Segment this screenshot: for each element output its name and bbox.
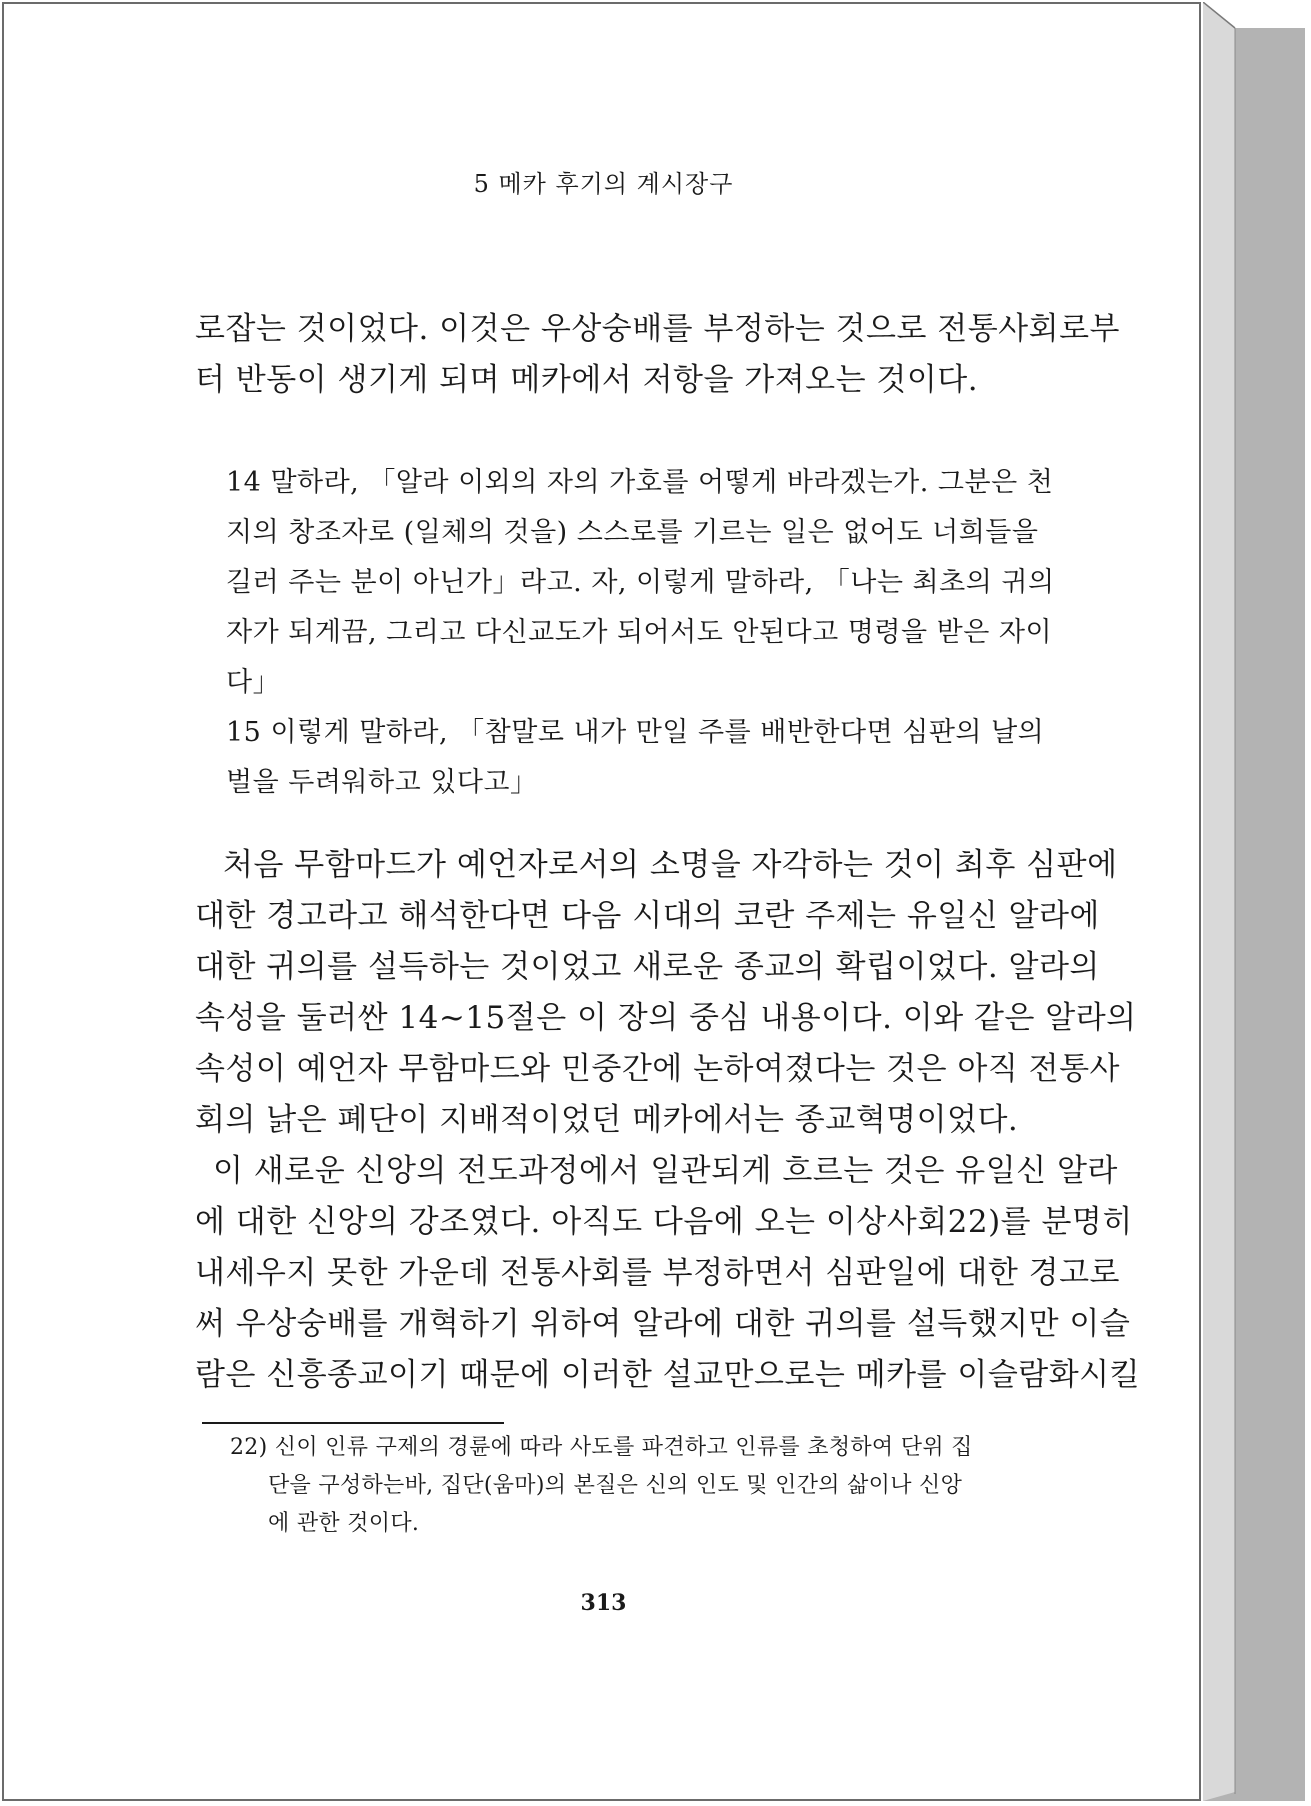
footnote-line: 에 관한 것이다. xyxy=(268,1511,420,1536)
book-page xyxy=(2,2,1201,1801)
text-line: 대한 경고라고 해석한다면 다음 시대의 코란 주제는 유일신 알라에 xyxy=(195,898,1100,934)
footnote-line: 22) 신이 인류 구제의 경륜에 따라 사도를 파견하고 인류를 초청하여 단위 집 xyxy=(230,1435,973,1460)
text-line: 로잡는 것이었다. 이것은 우상숭배를 부정하는 것으로 전통사회로부 xyxy=(195,311,1120,347)
text-line: 회의 낡은 폐단이 지배적이었던 메카에서는 종교혁명이었다. xyxy=(195,1102,1019,1138)
verse-line: 15 이렇게 말하라, 「참말로 내가 만일 주를 배반한다면 심판의 날의 xyxy=(226,717,1045,748)
text-line: 터 반동이 생기게 되며 메카에서 저항을 가져오는 것이다. xyxy=(195,362,979,398)
page-stack-edge xyxy=(1203,2,1305,1801)
text-line: 처음 무함마드가 예언자로서의 소명을 자각하는 것이 최후 심판에 xyxy=(223,847,1118,883)
text-line: 써 우상숭배를 개혁하기 위하여 알라에 대한 귀의를 설득했지만 이슬 xyxy=(195,1306,1131,1342)
text-line: 대한 귀의를 설득하는 것이었고 새로운 종교의 확립이었다. 알라의 xyxy=(195,949,1100,985)
verse-line: 벌을 두려워하고 있다고」 xyxy=(226,767,538,798)
quran-verses xyxy=(226,458,1055,808)
paragraph-continuation xyxy=(195,304,1120,406)
text-line: 에 대한 신앙의 강조였다. 아직도 다음에 오는 이상사회22)를 분명히 xyxy=(195,1204,1133,1240)
verse-line: 다」 xyxy=(226,667,281,698)
footnote-separator xyxy=(202,1422,504,1424)
running-header: 5 메카 후기의 계시장구 xyxy=(473,170,734,198)
text-line: 속성을 둘러싼 14~15절은 이 장의 중심 내용이다. 이와 같은 알라의 xyxy=(195,1000,1137,1036)
text-line: 이 새로운 신앙의 전도과정에서 일관되게 흐르는 것은 유일신 알라 xyxy=(213,1153,1118,1189)
verse-line: 14 말하라, 「알라 이외의 자의 가호를 어떻게 바라겠는가. 그분은 천 xyxy=(226,467,1054,498)
text-line: 내세우지 못한 가운데 전통사회를 부정하면서 심판일에 대한 경고로 xyxy=(195,1255,1120,1291)
footnote xyxy=(230,1429,973,1543)
verse-line: 자가 되게끔, 그리고 다신교도가 되어서도 안된다고 명령을 받은 자이 xyxy=(226,617,1053,648)
text-line: 람은 신흥종교이기 때문에 이러한 설교만으로는 메카를 이슬람화시킬 xyxy=(195,1357,1141,1393)
verse-line: 지의 창조자로 (일체의 것을) 스스로를 기르는 일은 없어도 너희들을 xyxy=(226,517,1039,548)
page-number: 313 xyxy=(580,1590,627,1616)
text-line: 속성이 예언자 무함마드와 민중간에 논하여졌다는 것은 아직 전통사 xyxy=(195,1051,1120,1087)
paragraph-body xyxy=(195,840,1140,1401)
verse-line: 길러 주는 분이 아닌가」라고. 자, 이렇게 말하라, 「나는 최초의 귀의 xyxy=(226,567,1055,598)
footnote-line: 단을 구성하는바, 집단(움마)의 본질은 신의 인도 및 인간의 삶이나 신앙 xyxy=(268,1473,963,1498)
